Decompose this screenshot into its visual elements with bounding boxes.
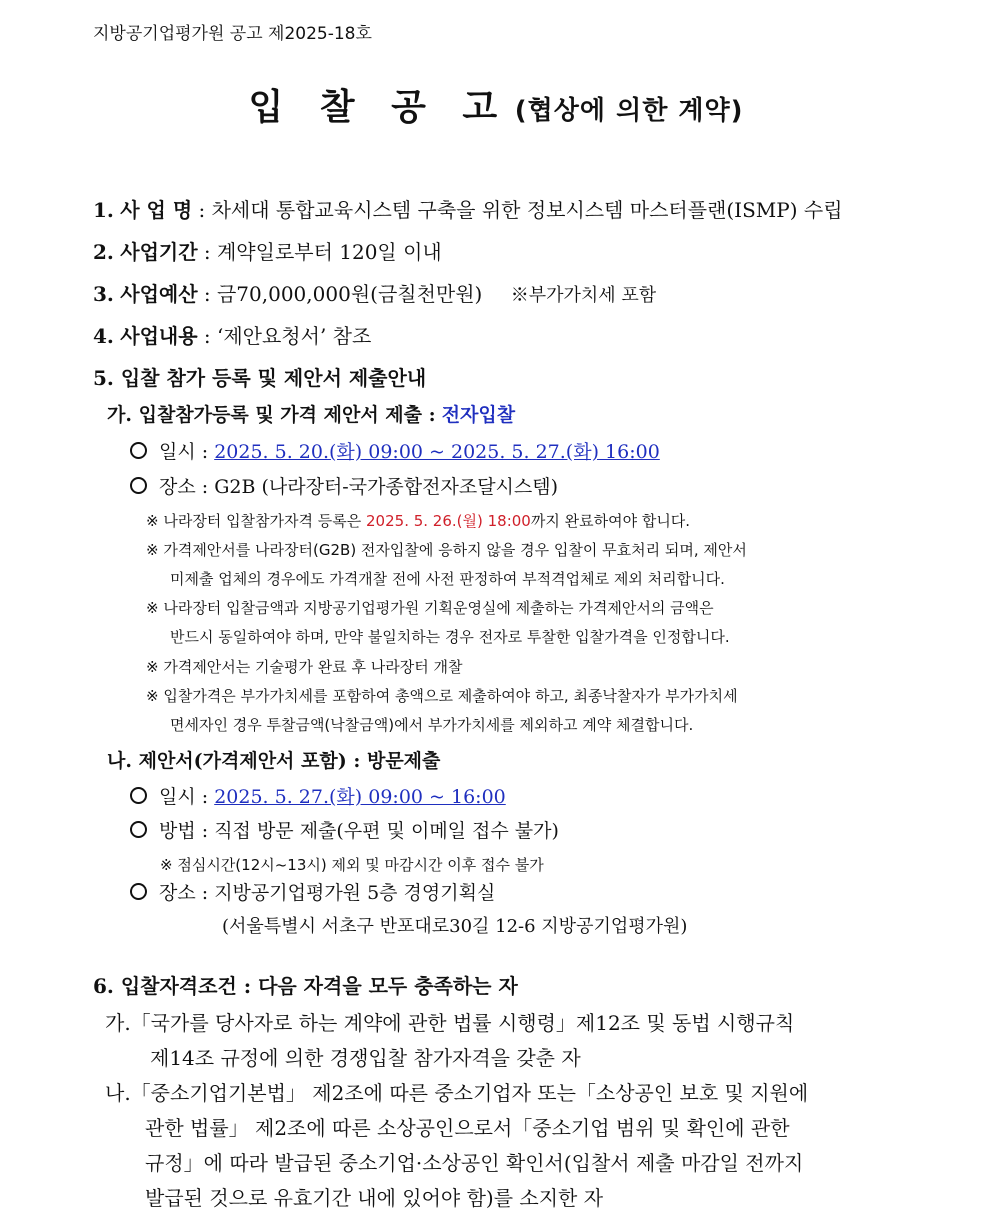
item-label: 사업내용 (120, 324, 198, 348)
item-label: 사업기간 (120, 240, 198, 264)
item-value: ‘제안요청서’ 참조 (216, 324, 372, 348)
section5b-date: 일시 : 2025. 5. 27.(화) 09:00 ~ 16:00 (130, 786, 506, 809)
vat-note: ※부가가치세 포함 (510, 285, 657, 306)
address: (서울특별시 서초구 반포대로30길 12-6 지방공기업평가원) (222, 916, 688, 937)
title-main: 입 찰 공 고 (248, 87, 510, 128)
registration-deadline: 2025. 5. 26.(월) 18:00 (366, 512, 531, 530)
circle-bullet-icon (130, 821, 147, 838)
page-title (0, 86, 992, 129)
lunch-note: ※ 점심시간(12시~13시) 제외 및 마감시간 이후 접수 불가 (160, 856, 544, 874)
item-project-budget: 3. 사업예산 : 금70,000,000원(금칠천만원) ※부가가치세 포함 (93, 282, 657, 306)
circle-bullet-icon (130, 787, 147, 804)
note-3-line1: ※ 나라장터 입찰금액과 지방공기업평가원 기획운영실에 제출하는 가격제안서의 금액은 (146, 599, 714, 617)
note-5-line1: ※ 입찰가격은 부가가치세를 포함하여 총액으로 제출하여야 하고, 최종낙찰자가 부가가치세 (146, 687, 738, 705)
note-2-line1: ※ 가격제안서를 나라장터(G2B) 전자입찰에 응하지 않을 경우 입찰이 무효처리 되며, 제안서 (146, 541, 747, 559)
bid-period-link[interactable]: 2025. 5. 20.(화) 09:00 ~ 2025. 5. 27.(화) 16:00 (214, 441, 660, 463)
section5a-date: 일시 : 2025. 5. 20.(화) 09:00 ~ 2025. 5. 27.(화) 16:00 (130, 441, 660, 464)
circle-bullet-icon (130, 883, 147, 900)
item-project-name: 1. 사 업 명 : 차세대 통합교육시스템 구축을 위한 정보시스템 마스터플랜(ISMP) 수립 (93, 198, 843, 222)
section6-title: 6. 입찰자격조건 : 다음 자격을 모두 충족하는 자 (93, 974, 518, 998)
section5a-place: 장소 : G2B (나라장터-국가종합전자조달시스템) (130, 476, 558, 499)
item-value: 차세대 통합교육시스템 구축을 위한 정보시스템 마스터플랜(ISMP) 수립 (211, 198, 843, 222)
qualification-b-line4: 발급된 것으로 유효기간 내에 있어야 함)를 소지한 자 (145, 1186, 604, 1210)
circle-bullet-icon (130, 442, 147, 459)
item-value: 계약일로부터 120일 이내 (216, 240, 442, 264)
note-2-line2: 미제출 업체의 경우에도 가격개찰 전에 사전 판정하여 부적격업체로 제외 처리합니다. (170, 570, 725, 588)
item-label: 사업예산 (120, 282, 198, 306)
item-project-content: 4. 사업내용 : ‘제안요청서’ 참조 (93, 324, 372, 348)
item-label: 사 업 명 (120, 198, 193, 222)
title-sub: (협상에 의한 계약) (514, 96, 744, 126)
qualification-b-line3: 규정」에 따라 발급된 중소기업·소상공인 확인서(입찰서 제출 마감일 전까지 (145, 1151, 804, 1175)
notice-number: 지방공기업평가원 공고 제2025-18호 (93, 24, 372, 44)
item-value: 금70,000,000원(금칠천만원) (216, 282, 483, 306)
qualification-a-line1: 가.「국가를 당사자로 하는 계약에 관한 법률 시행령」제12조 및 동법 시행규칙 (105, 1011, 795, 1035)
note-1: ※ 나라장터 입찰참가자격 등록은 2025. 5. 26.(월) 18:00까지 완료하여야 합니다. (146, 512, 691, 530)
note-5-line2: 면세자인 경우 투찰금액(낙찰금액)에서 부가가치세를 제외하고 계약 체결합니다. (170, 716, 694, 734)
qualification-b-line1: 나.「중소기업기본법」 제2조에 따른 중소기업자 또는「소상공인 보호 및 지원에 (105, 1081, 809, 1105)
section5a-title: 가. 입찰참가등록 및 가격 제안서 제출 : 전자입찰 (107, 404, 516, 426)
note-4: ※ 가격제안서는 기술평가 완료 후 나라장터 개찰 (146, 658, 463, 676)
section5b-method: 방법 : 직접 방문 제출(우편 및 이메일 접수 불가) (130, 820, 559, 843)
item-project-period: 2. 사업기간 : 계약일로부터 120일 이내 (93, 240, 442, 264)
submission-date-link[interactable]: 2025. 5. 27.(화) 09:00 ~ 16:00 (214, 786, 506, 808)
qualification-a-line2: 제14조 규정에 의한 경쟁입찰 참가자격을 갖춘 자 (150, 1046, 581, 1070)
section5b-title: 나. 제안서(가격제안서 포함) : 방문제출 (107, 750, 441, 772)
section5b-place: 장소 : 지방공기업평가원 5층 경영기획실 (130, 882, 495, 905)
note-3-line2: 반드시 동일하여야 하며, 만약 불일치하는 경우 전자로 투찰한 입찰가격을 인정합니다. (170, 628, 730, 646)
section5-title: 5. 입찰 참가 등록 및 제안서 제출안내 (93, 366, 427, 390)
bid-method: 전자입찰 (441, 404, 516, 426)
qualification-b-line2: 관한 법률」 제2조에 따른 소상공인으로서「중소기업 범위 및 확인에 관한 (145, 1116, 790, 1140)
circle-bullet-icon (130, 477, 147, 494)
